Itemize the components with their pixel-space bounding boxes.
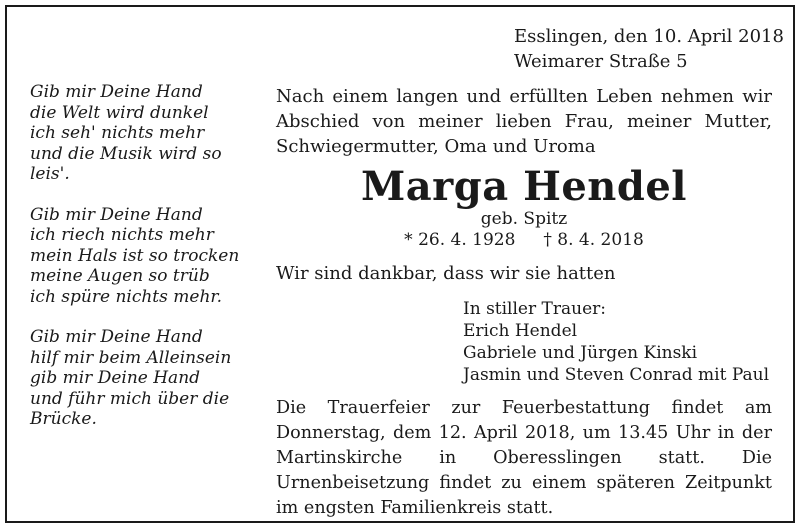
- life-dates: [276, 229, 772, 251]
- poem-line: Brücke.: [30, 409, 97, 429]
- death-date: † 8. 4. 2018: [543, 230, 644, 250]
- poem-line: und die Musik wird so: [30, 143, 222, 164]
- place-date-block: [514, 24, 784, 74]
- poem-line: die Welt wird dunkel: [30, 102, 209, 123]
- poem-line: mein Hals ist so trocken: [30, 245, 240, 266]
- poem-stanza: [30, 327, 250, 430]
- poem-line: Gib mir Deine Hand: [30, 204, 203, 225]
- thanks-line: Wir sind dankbar, dass wir sie hatten: [276, 263, 616, 284]
- birth-date: * 26. 4. 1928: [404, 230, 516, 250]
- ceremony-text: Die Trauerfeier zur Feuerbestattung findet am Donnerstag, dem 12. April 2018, um 13.45 Uhr in der Martinskirche in Oberesslingen statt. Die Urnenbeisetzung findet zu einem späteren Zeitpunkt im engsten Familienkreis statt.: [276, 398, 772, 518]
- mourners-block: [276, 298, 772, 386]
- deceased-name: Marga Hendel: [360, 163, 688, 210]
- maiden-name: geb. Spitz: [480, 209, 568, 229]
- place-date: Esslingen, den 10. April 2018: [514, 26, 784, 47]
- mourner-name: Erich Hendel: [463, 321, 578, 341]
- poem-stanza: [30, 205, 250, 308]
- poem-line: meine Augen so trüb: [30, 266, 210, 286]
- poem-line: ich riech nichts mehr: [30, 225, 214, 245]
- poem-line: hilf mir beim Alleinsein: [30, 347, 232, 368]
- mourner-name: Jasmin und Steven Conrad mit Paul: [463, 365, 770, 385]
- poem-line: ich spüre nichts mehr.: [30, 286, 223, 307]
- poem-line: Gib mir Deine Hand: [30, 327, 203, 347]
- poem-stanza: [30, 82, 250, 185]
- intro-text: Nach einem langen und erfüllten Leben nehmen wir Abschied von meiner lieben Frau, meiner Mutter, Schwiegermutter, Oma und Uroma: [276, 86, 772, 157]
- poem: [30, 82, 250, 450]
- poem-line: und führ mich über die: [30, 388, 230, 409]
- poem-line: Gib mir Deine Hand: [30, 82, 203, 102]
- address: Weimarer Straße 5: [514, 51, 688, 72]
- mourning-heading: In stiller Trauer:: [463, 299, 606, 319]
- poem-line: leis'.: [30, 164, 70, 184]
- poem-line: ich seh' nichts mehr: [30, 123, 205, 143]
- notice-body: [276, 84, 772, 521]
- poem-line: gib mir Deine Hand: [30, 368, 201, 388]
- mourner-name: Gabriele und Jürgen Kinski: [463, 343, 698, 363]
